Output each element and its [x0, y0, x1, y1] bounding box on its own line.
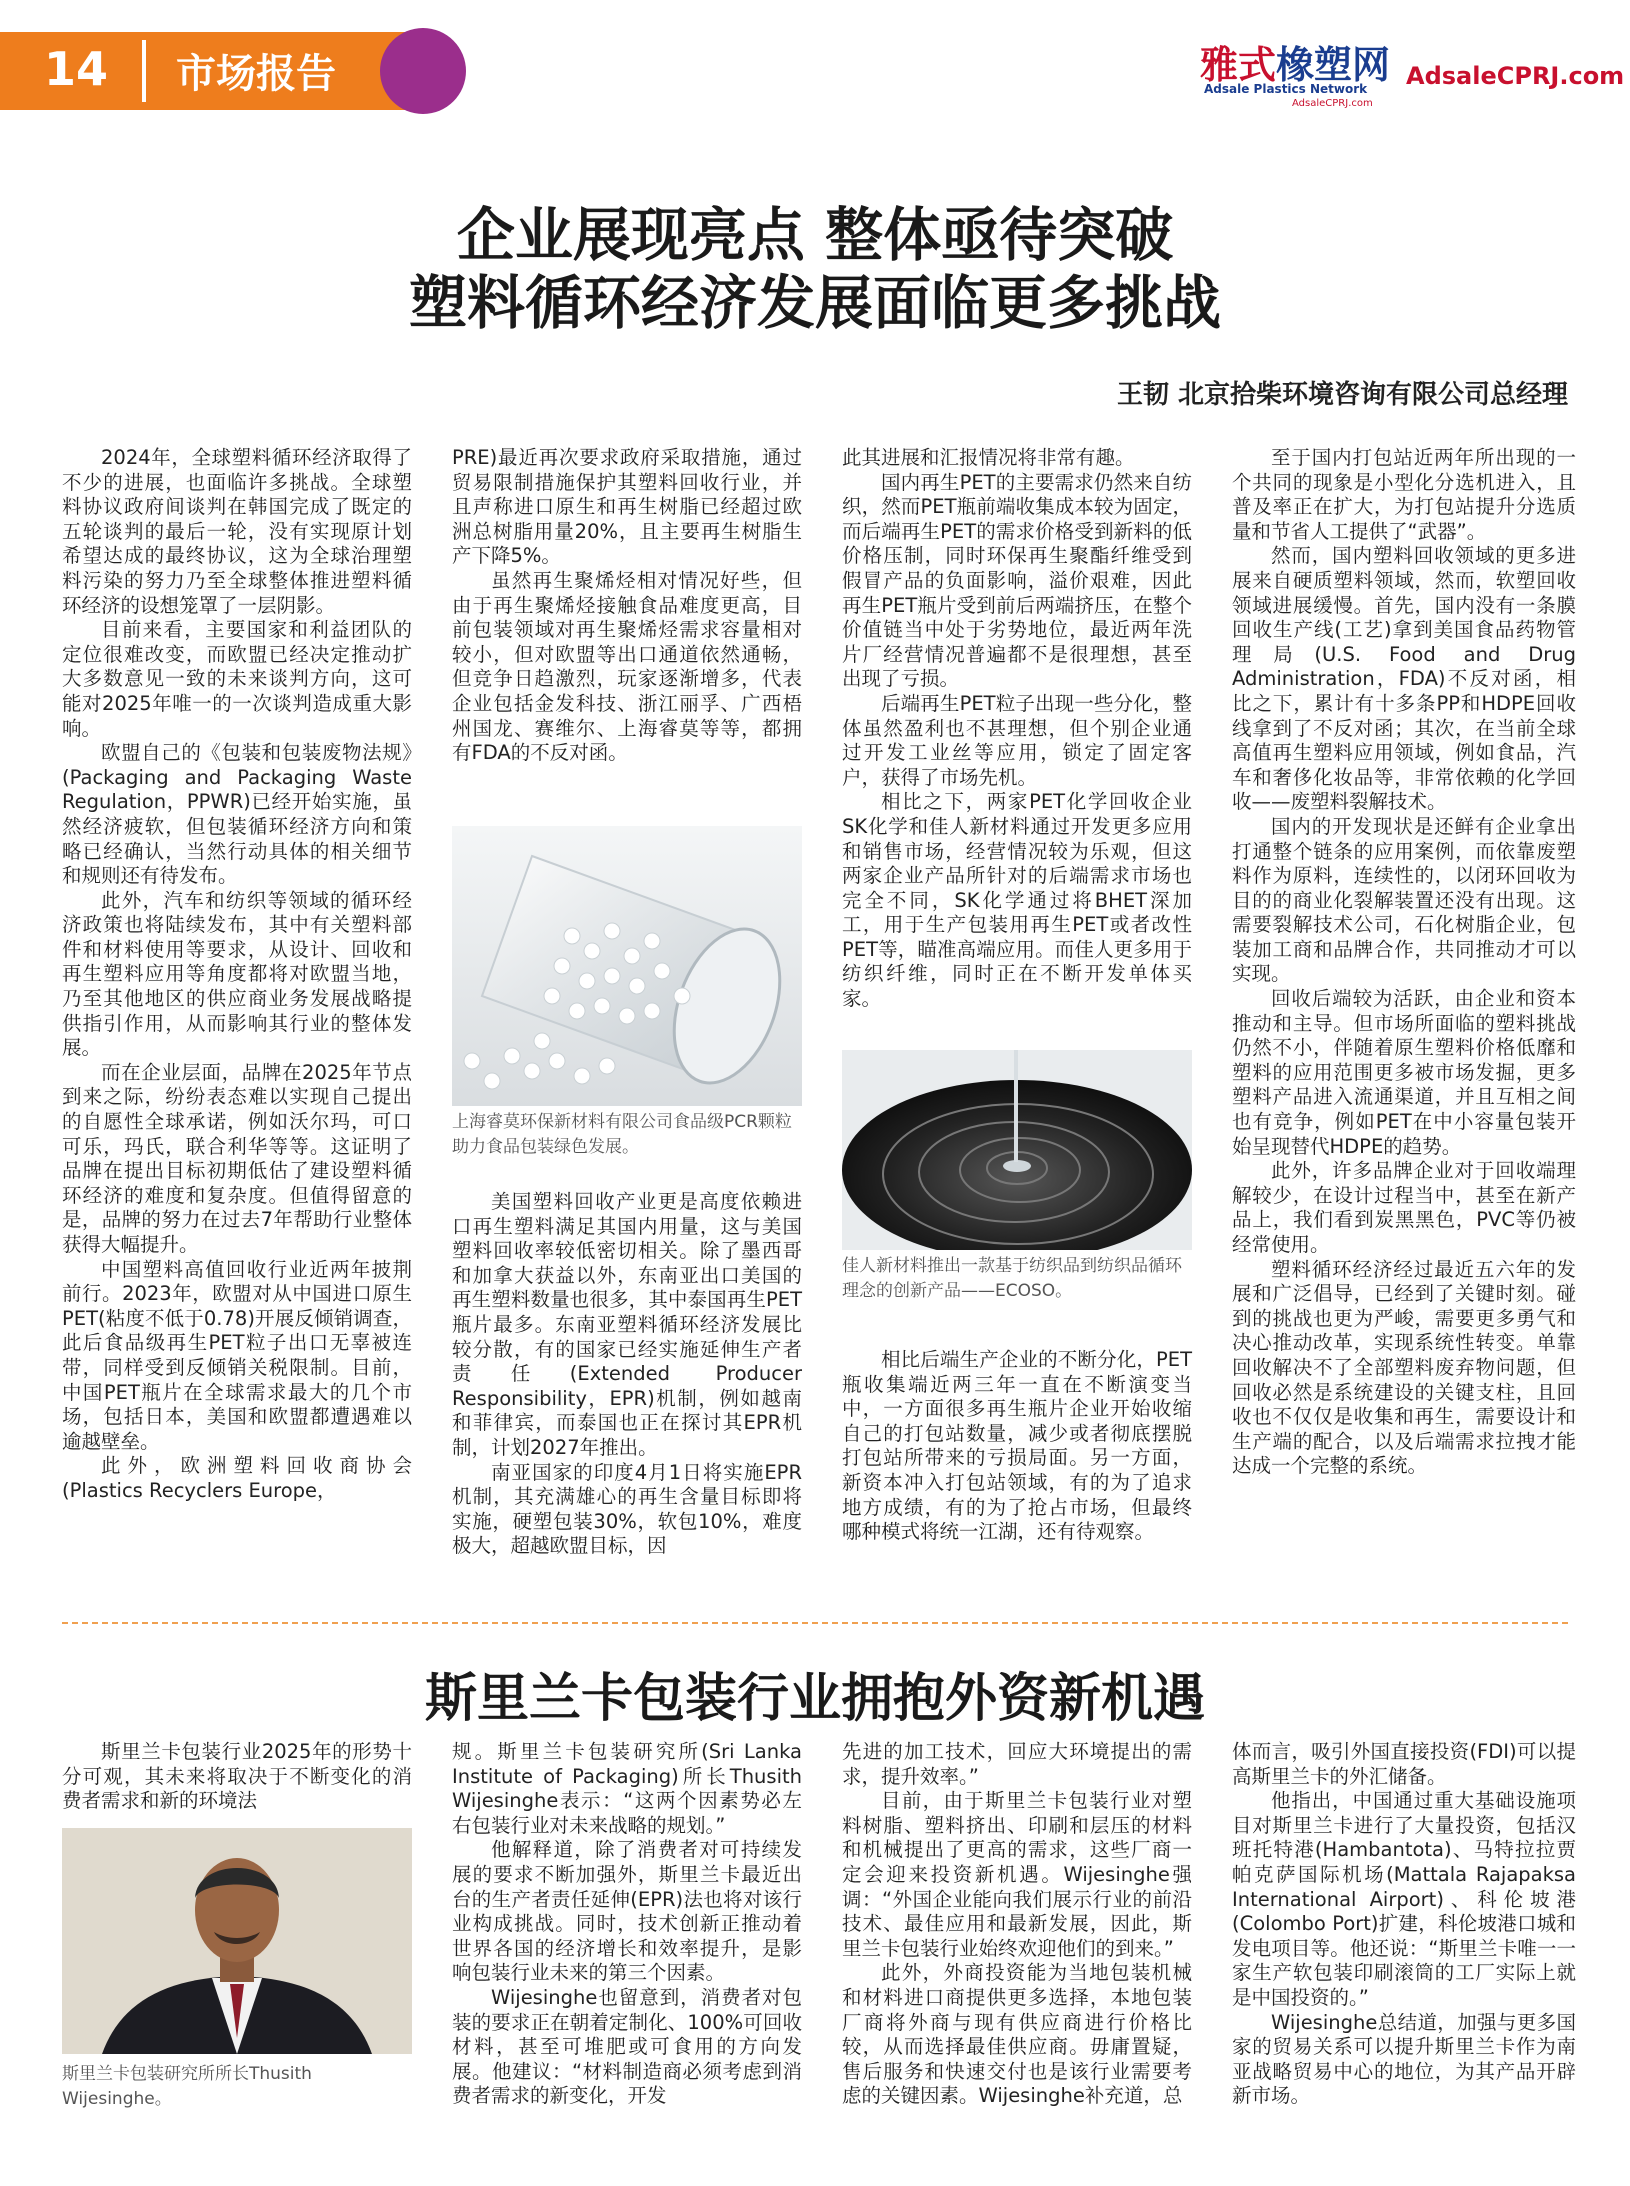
paragraph: 后端再生PET粒子出现一些分化，整体虽然盈利也不甚理想，但个别企业通过开发工业丝等应用，锁定了固定客户，获得了市场先机。	[842, 691, 1192, 789]
article1-title-line1: 企业展现亮点 整体亟待突破	[456, 201, 1174, 269]
paragraph: PRE)最近再次要求政府采取措施，通过贸易限制措施保护其塑料回收行业，并且声称进口原生和再生树脂已经超过欧洲总树脂用量20%，且主要再生树脂生产下降5%。	[452, 446, 802, 568]
paragraph: 国内的开发现状是还鲜有企业拿出打通整个链条的应用案例，而依靠废塑料作为原料，连续性的，以闭环回收为目的的商业化裂解装置还没有出现。这需要裂解技术公司，石化树脂企业，包装加工商和品牌合作，共同推动才可以实现。	[1232, 814, 1576, 986]
paragraph: 相比之下，两家PET化学回收企业SK化学和佳人新材料通过开发更多应用和销售市场，经营情况较为乐观，但这两家企业产品所针对的后端需求市场也完全不同，SK化学通过将BHET深加工，用于生产包装用再生PET或者改性PET等，瞄准高端应用。而佳人更多用于纺织纤维，同时正在不断开发单体买家。	[842, 790, 1192, 1011]
article1-title-line2: 塑料循环经济发展面临更多挑战	[408, 269, 1221, 337]
paragraph: 他解释道，除了消费者对可持续发展的要求不断加强外，斯里兰卡最近出台的生产者责任延伸(EPR)法也将对该行业构成挑战。同时，技术创新正推动着世界各国的经济增长和效率提升，是影响包装行业未来的第三个因素。	[452, 1838, 802, 1985]
paragraph: 美国塑料回收产业更是高度依赖进口再生塑料满足其国内用量，这与美国塑料回收率较低密切相关。除了墨西哥和加拿大获益以外，东南亚出口美国的再生塑料数量也很多，其中泰国再生PET瓶片最多。东南亚塑料循环经济发展比较分散，有的国家已经实施延伸生产者责任(Extended Producer Responsibility，EPR)机制，例如越南和菲律宾，而泰国也正在探讨其EPR机制，计划2027年推出。	[452, 1190, 802, 1459]
header-circle	[380, 28, 466, 114]
paragraph: 塑料循环经济经过最近五六年的发展和广泛倡导，已经到了关键时刻。碰到的挑战也更为严峻，需要更多勇气和决心推动改革，实现系统性转变。单靠回收解决不了全部塑料废弃物问题，但回收必然是系统建设的关键支柱，且回收也不仅仅是收集和再生，需要设计和生产端的配合，以及后端需求拉拽才能达成一个完整的系统。	[1232, 1257, 1576, 1478]
logo-en: Adsale Plastics Network	[1204, 82, 1368, 96]
photo-caption-2: 佳人新材料推出一款基于纺织品到纺织品循环理念的创新产品——ECOSO。	[842, 1256, 1182, 1301]
paragraph: 此外，许多品牌企业对于回收端理解较少，在设计过程当中，甚至在新产品上，我们看到炭黑黑色，PVC等仍被经常使用。	[1232, 1159, 1576, 1256]
paragraph: Wijesinghe总结道，加强与更多国家的贸易关系可以提升斯里兰卡作为南亚战略贸易中心的地位，为其产品开辟新市场。	[1232, 2010, 1576, 2108]
article2-column-2	[452, 1740, 802, 2109]
paragraph: Wijesinghe也留意到，消费者对包装的要求正在朝着定制化、100%可回收材料，甚至可堆肥或可食用的方向发展。他建议：“材料制造商必须考虑到消费者需求的新变化，开发	[452, 1985, 802, 2108]
logo-cn-red: 雅式	[1200, 42, 1277, 87]
paragraph: 2024年，全球塑料循环经济取得了不少的进展，也面临许多挑战。全球塑料协议政府间谈判在韩国完成了既定的五轮谈判的最后一轮，没有实现原计划希望达成的最终协议，这为全球治理塑料污染的努力乃至全球整体推进塑料循环经济的设想笼罩了一层阴影。	[62, 446, 412, 617]
section-title: 市场报告	[176, 51, 336, 97]
paragraph: 国内再生PET的主要需求仍然来自纺织，然而PET瓶前端收集成本较为固定，而后端再生PET的需求价格受到新料的低价格压制，同时环保再生聚酯纤维受到假冒产品的负面影响，溢价艰难，因此再生PET瓶片受到前后两端挤压，在整个价值链当中处于劣势地位，最近两年洗片厂经营情况普遍都不是很理想，甚至出现了亏损。	[842, 470, 1192, 691]
paragraph: 相比后端生产企业的不断分化，PET瓶收集端近两三年一直在不断演变当中，一方面很多再生瓶片企业开始收缩自己的打包站数量，减少或者彻底摆脱打包站所带来的亏损局面。另一方面，新资本冲入打包站领域，有的为了追求地方成绩，有的为了抢占市场，但最终哪种模式将统一江湖，还有待观察。	[842, 1348, 1192, 1544]
article2-column-1	[62, 1740, 412, 1814]
paragraph: 欧盟自己的《包装和包装废物法规》(Packaging and Packaging Waste Regulation，PPWR)已经开始实施，虽然经济疲软，但包装循环经济方向和策略已经确认，当然行动具体的相关细节和规则还有待发布。	[62, 741, 412, 888]
paragraph: 体而言，吸引外国直接投资(FDI)可以提高斯里兰卡的外汇储备。	[1232, 1740, 1576, 1788]
article1-author: 王韧 北京拾柴环境咨询有限公司总经理	[1116, 380, 1568, 410]
adsale-logo	[1200, 34, 1400, 114]
site-link[interactable]: AdsaleCPRJ.com	[1406, 62, 1625, 90]
paragraph: 回收后端较为活跃，由企业和资本推动和主导。但市场所面临的塑料挑战仍然不小，伴随着原生塑料价格低靡和塑料的应用范围更多被市场发掘，更多塑料产品进入流通渠道，并且互相之间也有竞争，例如PET在中小容量包装开始呈现替代HDPE的趋势。	[1232, 987, 1576, 1158]
paragraph: 目前，由于斯里兰卡包装行业对塑料树脂、塑料挤出、印刷和层压的材料和机械提出了更高的需求，这些厂商一定会迎来投资新机遇。Wijesinghe强调：“外国企业能向我们展示行业的前沿技术、最佳应用和最新发展，因此，斯里兰卡包装行业始终欢迎他们的到来。”	[842, 1789, 1192, 1960]
article2-column-4	[1232, 1740, 1576, 2109]
header-divider	[142, 40, 146, 102]
paragraph: 至于国内打包站近两年所出现的一个共同的现象是小型化分选机进入，且普及率正在扩大，为打包站提升分选质量和节省人工提供了“武器”。	[1232, 446, 1576, 543]
paragraph: 此外，外商投资能为当地包装机械和材料进口商提供更多选择，本地包装厂商将外商与现有供应商进行价格比较，从而选择最佳供应商。毋庸置疑，售后服务和快速交付也是该行业需要考虑的关键因素。Wijesinghe补充道，总	[842, 1961, 1192, 2108]
paragraph: 然而，国内塑料回收领域的更多进展来自硬质塑料领域，然而，软塑回收领域进展缓慢。首先，国内没有一条膜回收生产线(工艺)拿到美国食品药物管理局(U.S. Food and Drug Administration，FDA)不反对函，相比之下，累计有十多条PP和HDPE回收线拿到了不反对函；其次，在当前全球高值再生塑料应用领域，例如食品，汽车和奢侈化妆品等，非常依赖的化学回收——废塑料裂解技术。	[1232, 544, 1576, 814]
logo-cn-blue: 橡塑网	[1276, 42, 1391, 87]
paragraph: 此外，欧洲塑料回收商协会(Plastics Recyclers Europe，	[62, 1454, 412, 1502]
paragraph: 而在企业层面，品牌在2025年节点到来之际，纷纷表态难以实现自己提出的自愿性全球承诺，例如沃尔玛，可口可乐，玛氏，联合利华等等。这证明了品牌在提出目标初期低估了建设塑料循环经济的难度和复杂度。但值得留意的是，品牌的努力在过去7年帮助行业整体获得大幅提升。	[62, 1060, 412, 1256]
article1-column-3-top	[842, 446, 1192, 1012]
paragraph: 南亚国家的印度4月1日将实施EPR机制，其充满雄心的再生含量目标即将实施，硬塑包装30%，软包10%，难度极大，超越欧盟目标，因	[452, 1460, 802, 1558]
portrait-image	[62, 1828, 412, 2054]
paragraph: 斯里兰卡包装行业2025年的形势十分可观，其未来将取决于不断变化的消费者需求和新的环境法	[62, 1740, 412, 1813]
paragraph: 中国塑料高值回收行业近两年披荆前行。2023年，欧盟对从中国进口原生PET(粘度不低于0.78)开展反倾销调查，此后食品级再生PET粒子出口无辜被连带，同样受到反倾销关税限制。目前，中国PET瓶片在全球需求最大的几个市场，包括日本，美国和欧盟都遭遇难以逾越壁垒。	[62, 1257, 412, 1453]
article1-column-2-top	[452, 446, 802, 766]
paragraph: 虽然再生聚烯烃相对情况好些，但由于再生聚烯烃接触食品难度更高，目前包装领域对再生聚烯烃需求容量相对较小，但对欧盟等出口通道依然通畅，但竞争日趋激烈，玩家逐渐增多，代表企业包括金发科技、浙江丽孚、广西梧州国龙、赛维尔、上海睿莫等等，都拥有FDA的不反对函。	[452, 568, 802, 765]
article1-column-1	[62, 446, 412, 1504]
page-number: 14	[44, 42, 109, 96]
article2-title: 斯里兰卡包装行业拥抱外资新机遇	[424, 1669, 1205, 1729]
paragraph: 目前来看，主要国家和利益团队的定位很难改变，而欧盟已经决定推动扩大多数意见一致的未来谈判方向，这可能对2025年唯一的一次谈判造成重大影响。	[62, 618, 412, 740]
portrait-caption: 斯里兰卡包装研究所所长Thusith Wijesinghe。	[62, 2064, 312, 2109]
ecoso-fabric-image	[842, 1050, 1192, 1250]
paragraph: 他指出，中国通过重大基础设施项目对斯里兰卡进行了大量投资，包括汉班托特港(Hambantota)、马特拉拉贾帕克萨国际机场(Mattala Rajapaksa International Airport)、科伦坡港(Colombo Port)扩建，科伦坡港口城和发电项目等。他还说：“斯里兰卡唯一一家生产软包装印刷滚筒的工厂实际上就是中国投资的。”	[1232, 1789, 1576, 2009]
article-divider	[62, 1622, 1568, 1624]
paragraph: 先进的加工技术，回应大环境提出的需求，提升效率。”	[842, 1740, 1192, 1788]
article1-column-2-bottom	[452, 1190, 802, 1559]
paragraph: 此外，汽车和纺织等领域的循环经济政策也将陆续发布，其中有关塑料部件和材料使用等要求，从设计、回收和再生塑料应用等角度都将对欧盟当地，乃至其他地区的供应商业务发展战略提供指引作用，从而影响其行业的整体发展。	[62, 888, 412, 1060]
article2-column-3	[842, 1740, 1192, 2109]
photo-caption-1: 上海睿莫环保新材料有限公司食品级PCR颗粒助力食品包装绿色发展。	[452, 1112, 792, 1157]
ecoso-fabric-photo	[842, 1050, 1192, 1250]
wijesinghe-portrait	[62, 1828, 412, 2054]
pellets-jar-image	[452, 826, 802, 1106]
article1-column-4	[1232, 446, 1576, 1479]
paragraph: 规。斯里兰卡包装研究所(Sri Lanka Institute of Packaging)所长Thusith Wijesinghe表示：“这两个因素势必左右包装行业对未来战略的规划。”	[452, 1740, 802, 1837]
pellets-jar-photo	[452, 826, 802, 1106]
paragraph: 此其进展和汇报情况将非常有趣。	[842, 446, 1135, 469]
logo-url: AdsaleCPRJ.com	[1292, 98, 1373, 109]
article1-column-3-bottom	[842, 1348, 1192, 1545]
page-header	[0, 28, 1630, 132]
